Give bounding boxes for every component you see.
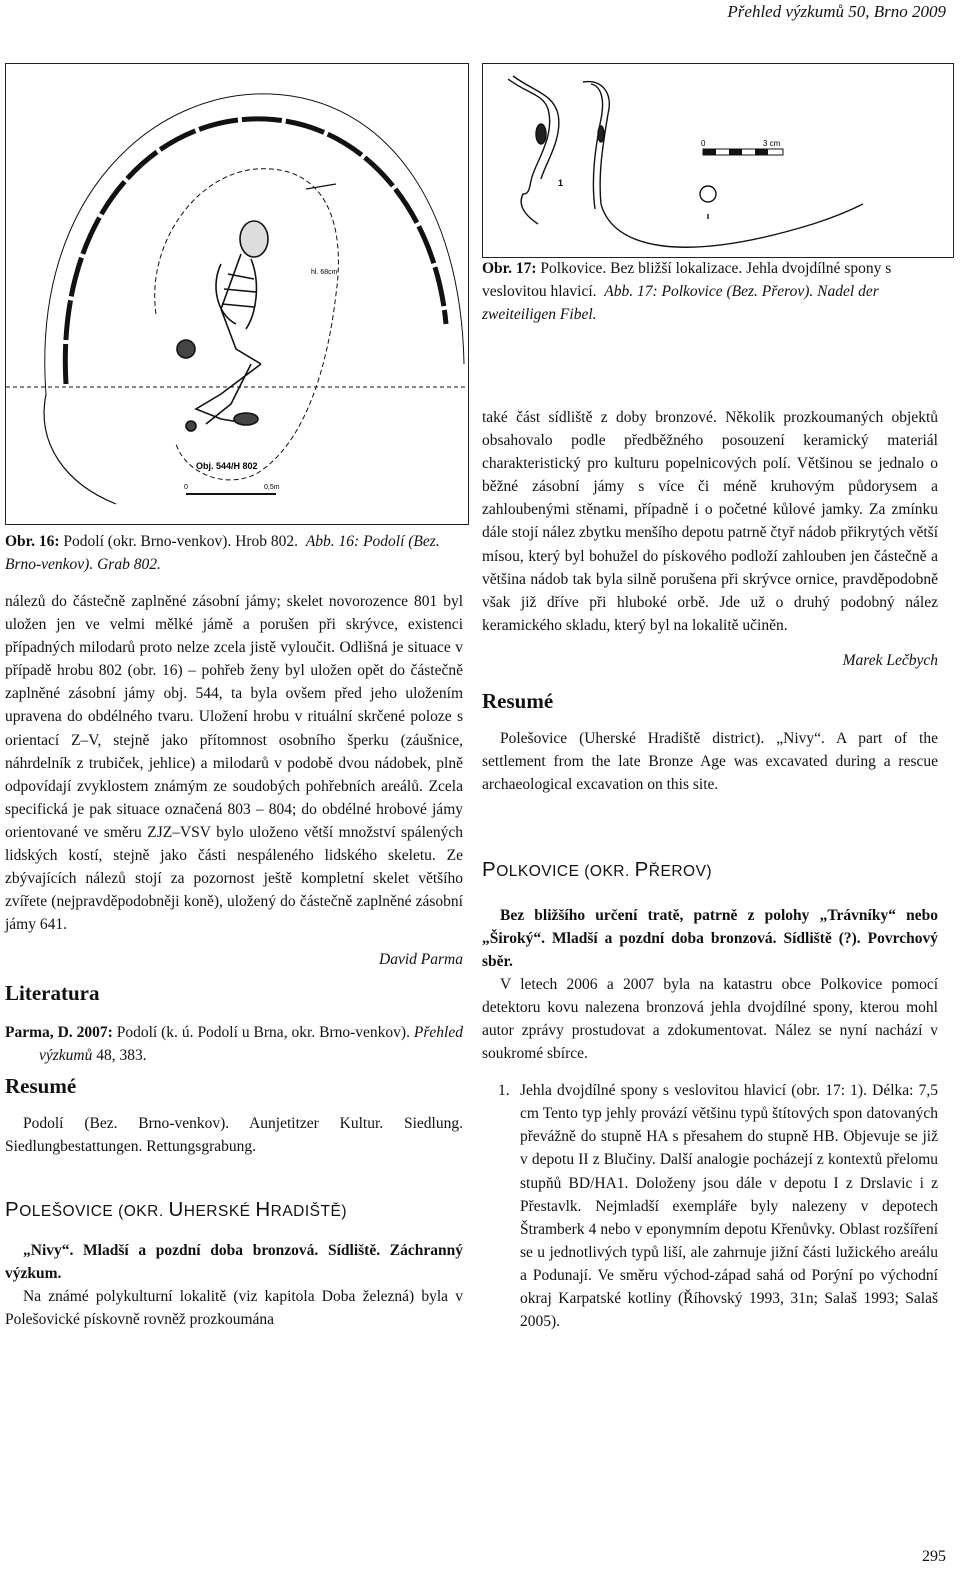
left-paragraph-2: Na známé polykulturní lokalitě (viz kapitola Doba železná) byla v Polešovické pískovně rovněž prozkoumána [5, 1288, 463, 1329]
caption-16-de: Abb. 16: Podolí (Bez. Brno-venkov). Grab 802. [5, 533, 440, 573]
list-item [482, 1079, 938, 1333]
fig17-scale-end: 3 cm [763, 139, 781, 148]
depth-label: hl. 68cm [311, 269, 338, 276]
list-item-text: Jehla dvojdílné spony s veslovitou hlavicí (obr. 17: 1). Délka: 7,5 cm Tento typ jehly provází většinu typů štítových spon datovaných převážně do stupně HA s přesahem do stupně HB. Objevuje se již v depotu II z Blučiny. Další analogie pocházejí z kontextů přelomu stupňů BD/HA1. Doloženy jsou dále v depotu I z Drslavic i z Přestavlk. Nejmladší exempláře byly nalezeny v depotech Štramberk 4 nebo v eponymním depotu Křenůvky. Oblast rozšíření se u jednotlivých typů liší, ale zahrnuje jižní části lužického areálu a Podunají. Ve směru východ-západ sahá od Porýní po východní okraj Karpatské kotliny (Říhovský 1993, 31n; Salaš 1993; Salaš 2005). [520, 1082, 938, 1331]
running-head: Přehled výzkumů 50, Brno 2009 [727, 2, 946, 21]
section-heading-polesovice: POLEŠOVICE (OKR. UHERSKÉ HRADIŠTĚ) [5, 1198, 347, 1222]
fig17-scale-zero: 0 [701, 139, 706, 148]
figure-16-grave-plan [5, 63, 469, 525]
resume-text-left: Podolí (Bez. Brno-venkov). Aunjetitzer Kultur. Siedlung. Siedlungbestattungen. Rettungsgrabung. [5, 1114, 463, 1155]
caption-17-cz: Polkovice. Bez bližší lokalizace. Jehla dvojdílné spony s veslovitou hlavicí. [482, 260, 892, 300]
signature-parma: David Parma [379, 951, 463, 969]
figure-16-caption [5, 530, 465, 576]
resume-heading-left: Resumé [5, 1073, 77, 1098]
reference-parma [5, 1021, 463, 1067]
grave-plan-drawing [6, 64, 468, 524]
scale-end: 0,5m [264, 484, 280, 491]
right-paragraph-1: také část sídliště z doby bronzové. Několik prozkoumaných objektů obsahovalo podle předběžného posouzení keramický materiál charakteristický pro kulturu popelnicových polí. Většinou se jednalo o běžné zásobní jámy s více či méně kruhovým půdorysem a zahloubenými stěnami, případně i o početné kůlové jamky. Za zmínku dále stojí nález zbytku menšího depotu patrně čtyř nádob přikrytých větší mísou, který byl bohužel do pískového podloží zahlouben jen částečně a většina nádob tak byla silně porušena při skrývce ornice, pravděpodobně však již dříve při hluboké orbě. Jde už o druhý podobný nález keramického skladu, který byl na lokalitě učiněn. [482, 409, 938, 634]
signature-lecbych: Marek Lečbych [842, 651, 938, 669]
ref-text: Podolí (k. ú. Podolí u Brna, okr. Brno-venkov). [112, 1023, 414, 1041]
resume-text-right: Polešovice (Uherské Hradiště district). „Nivy“. A part of the settlement from the late Bronze Age was excavated during a rescue archaeological excavation on this site. [482, 730, 938, 794]
resume-heading-right: Resumé [482, 689, 554, 714]
scale-zero: 0 [184, 484, 188, 491]
caption-17-de: Abb. 17: Polkovice (Bez. Přerov). Nadel der zweiteiligen Fibel. [482, 283, 879, 323]
left-paragraph-1: nálezů do částečně zaplněné zásobní jámy; skelet novorozence 801 byl uložen jen ve velmi mělké jámě a porušen při skrývce, existenci případných milodarů proto nelze zcela jistě vyloučit. Odlišná je situace v případě hrobu 802 (obr. 16) – pohřeb ženy byl uložen opět do částečně zaplněné zásobní jámy obj. 544, ta byla ovšem před jeho uložením upravena do obdélného tvaru. Uložení hrobu v rituální skrčené poloze s orientací Z–V, stejně jako přítomnost osobního šperku (záušnice, náhrdelník z trubiček, jehlice) a milodarů v podobě dvou nádobek, plně odpovídají zvyklostem známým ze soudobých pohřebních areálů. Zcela specifická je pak situace označená 803 – 804; do obdélné hrobové jámy orientované ve směru ZJZ–VSV bylo uloženo větší množství spálených lidských kostí, stejně jako části nespáleného lidského skeletu. Ze zbývajících nálezů stojí za pozornost ještě kompletní skelet většího zvířete (nejpravděpodobněji koně), uložený do částečně zaplněné zásobní jámy 641. [5, 593, 463, 934]
ref-journal: Přehled výzkumů [39, 1023, 463, 1064]
subheading-nivy: „Nivy“. Mladší a pozdní doba bronzová. Sídliště. Záchranný výzkum. [5, 1242, 463, 1283]
right-paragraph-2: V letech 2006 a 2007 byla na katastru obce Polkovice pomocí detektoru kovu nalezena bronzová jehla dvojdílné spony, kterou mohl autor zprávy prostudovat a zdokumentovat. Nález se nyní nachází v soukromé sbírce. [482, 975, 938, 1063]
subheading-polkovice: Bez bližšího určení tratě, patrně z polohy „Trávníky“ nebo „Široký“. Mladší a pozdní doba bronzová. Sídliště (?). Povrchový sběr. [482, 906, 938, 970]
fig17-item-number: 1 [558, 178, 564, 188]
figure-17-pin-drawing [482, 63, 954, 258]
pin-drawing [483, 64, 953, 257]
left-column [5, 590, 463, 1332]
ref-tail: 48, 383. [92, 1046, 147, 1064]
caption-17-number: Obr. 17: [482, 260, 537, 277]
literatura-heading: Literatura [5, 980, 100, 1005]
caption-16-cz: Podolí (okr. Brno-venkov). Hrob 802. [59, 533, 299, 550]
page-number: 295 [922, 1548, 946, 1565]
object-label: Obj. 544/H 802 [196, 461, 258, 471]
section-heading-polkovice: POLKOVICE (OKR. PŘEROV) [482, 858, 713, 882]
caption-16-number: Obr. 16: [5, 533, 60, 550]
figure-17-caption [482, 257, 942, 326]
ref-author: Parma, D. 2007: [5, 1023, 113, 1041]
list-item-number: 1. [498, 1082, 510, 1100]
right-column [482, 406, 938, 1333]
